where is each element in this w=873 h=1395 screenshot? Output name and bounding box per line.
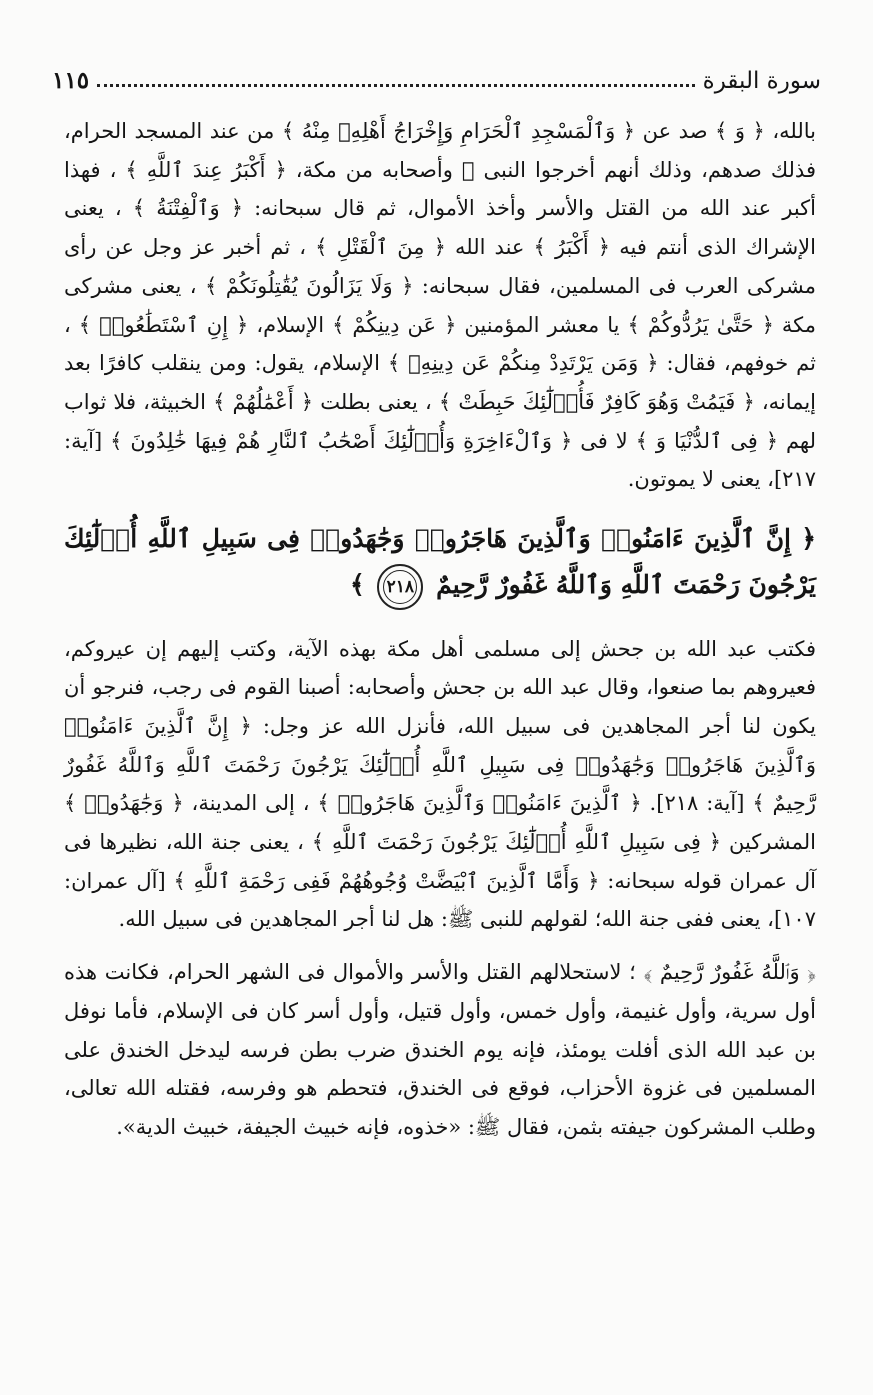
commentary-paragraph: بالله، ﴿ وَ ﴾ صد عن ﴿ وَٱلْمَسْجِدِ ٱلْحَرَامِ وَإِخْرَاجُ أَهْلِهِۦ مِنْهُ ﴾ من عند المسجد الحرام، فذلك صدهم، وذلك أنهم أخرجوا النبى ﷺ وأصحابه من مكة، ﴿ أَكْبَرُ عِندَ ٱللَّهِ ﴾ ، فهذا أكبر عند الله من القتل والأسر وأخذ الأموال، ثم قال سبحانه: ﴿ وَٱلْفِتْنَةُ ﴾ ، يعنى الإشراك الذى أنتم فيه ﴿ أَكْبَرُ ﴾ عند الله ﴿ مِنَ ٱلْقَتْلِ ﴾ ، ثم أخبر عز وجل عن رأى مشركى العرب فى المسلمين، فقال سبحانه: ﴿ وَلَا يَزَالُونَ يُقَٰتِلُونَكُمْ ﴾ ، يعنى مشركى مكة ﴿ حَتَّىٰ يَرُدُّوكُمْ ﴾ يا معشر المؤمنين ﴿ عَن دِينِكُمْ ﴾ الإسلام، ﴿ إِنِ ٱسْتَطَٰعُوا۟ ﴾ ، ثم خوفهم، فقال: ﴿ وَمَن يَرْتَدِدْ مِنكُمْ عَن دِينِهِۦ ﴾ الإسلام، يقول: ومن ينقلب كافرًا بعد إيمانه، ﴿ فَيَمُتْ وَهُوَ كَافِرٌ فَأُو۟لَٰٓئِكَ حَبِطَتْ ﴾ ، يعنى بطلت ﴿ أَعْمَٰلُهُمْ ﴾ الخبيثة، فلا ثواب لهم ﴿ فِى ٱلدُّنْيَا وَ ﴾ لا فى ﴿ وَٱلْءَاخِرَةِ وَأُو۟لَٰٓئِكَ أَصْحَٰبُ ٱلنَّارِ هُمْ فِيهَا خَٰلِدُونَ ﴾ [آية: ٢١٧]، يعنى لا يموتون. xyxy=(64,119,816,492)
verse-number-ornament xyxy=(377,564,423,610)
surah-title: سورة البقرة xyxy=(702,68,821,94)
page-number: ١١٥ xyxy=(52,67,90,94)
quran-verse xyxy=(64,516,816,610)
commentary-paragraph: ﴿ وَٱللَّهُ غَفُورٌ رَّحِيمٌ ﴾ ؛ لاستحلالهم القتل والأسر والأموال فى الشهر الحرام، فكانت هذه أول سرية، وأول غنيمة، وأول خمس، وأول قتيل، وأول أسر كان فى الإسلام، فأما نوفل بن عبد الله الذى أفلت يومئذ، فإنه يوم الخندق ضرب بطن فرسه ليدخل الخندق على المسلمين فى غزوة الأحزاب، فوقع فى الخندق، فتحطم هو وفرسه، فقتله الله تعالى، وطلب المشركون جيفته بثمن، فقال ﷺ: «خذوه، فإنه خبيث الجيفة، خبيث الدية». xyxy=(64,960,816,1139)
commentary-paragraph: فكتب عبد الله بن جحش إلى مسلمى أهل مكة بهذه الآية، وكتب إليهم إن عيروكم، فعيروهم بما صنعوا، وقال عبد الله بن جحش وأصحابه: أصبنا القوم فى رجب، فنرجو أن يكون لنا أجر المجاهدين فى سبيل الله، فأنزل الله عز وجل: ﴿ إِنَّ ٱلَّذِينَ ءَامَنُوا۟ وَٱلَّذِينَ هَاجَرُوا۟ وَجَٰهَدُوا۟ فِى سَبِيلِ ٱللَّهِ أُو۟لَٰٓئِكَ يَرْجُونَ رَحْمَتَ ٱللَّهِ وَٱللَّهُ غَفُورٌ رَّحِيمٌ ﴾ [آية: ٢١٨]. ﴿ ٱلَّذِينَ ءَامَنُوا۟ وَٱلَّذِينَ هَاجَرُوا۟ ﴾ ، إلى المدينة، ﴿ وَجَٰهَدُوا۟ ﴾ المشركين ﴿ فِى سَبِيلِ ٱللَّهِ أُو۟لَٰٓئِكَ يَرْجُونَ رَحْمَتَ ٱللَّهِ ﴾ ، يعنى جنة الله، نظيرها فى آل عمران قوله سبحانه: ﴿ وَأَمَّا ٱلَّذِينَ ٱبْيَضَّتْ وُجُوهُهُمْ فَفِى رَحْمَةِ ٱللَّهِ ﴾ [آل عمران: ١٠٧]، يعنى ففى جنة الله؛ لقولهم للنبى ﷺ: هل لنا أجر المجاهدين فى سبيل الله. xyxy=(64,636,816,932)
verse-number: ٢١٨ xyxy=(386,576,415,597)
verse-close-bracket: ﴾ xyxy=(349,570,365,600)
dotted-leader xyxy=(97,84,695,87)
page-body xyxy=(64,112,816,1147)
page-header xyxy=(52,52,821,96)
verse-text: ﴿ إِنَّ ٱلَّذِينَ ءَامَنُوا۟ وَٱلَّذِينَ هَاجَرُوا۟ وَجَٰهَدُوا۟ فِى سَبِيلِ ٱللَّهِ أُو۟لَٰٓئِكَ يَرْجُونَ رَحْمَتَ ٱللَّهِ وَٱللَّهُ غَفُورٌ رَّحِيمٌ xyxy=(64,524,816,600)
